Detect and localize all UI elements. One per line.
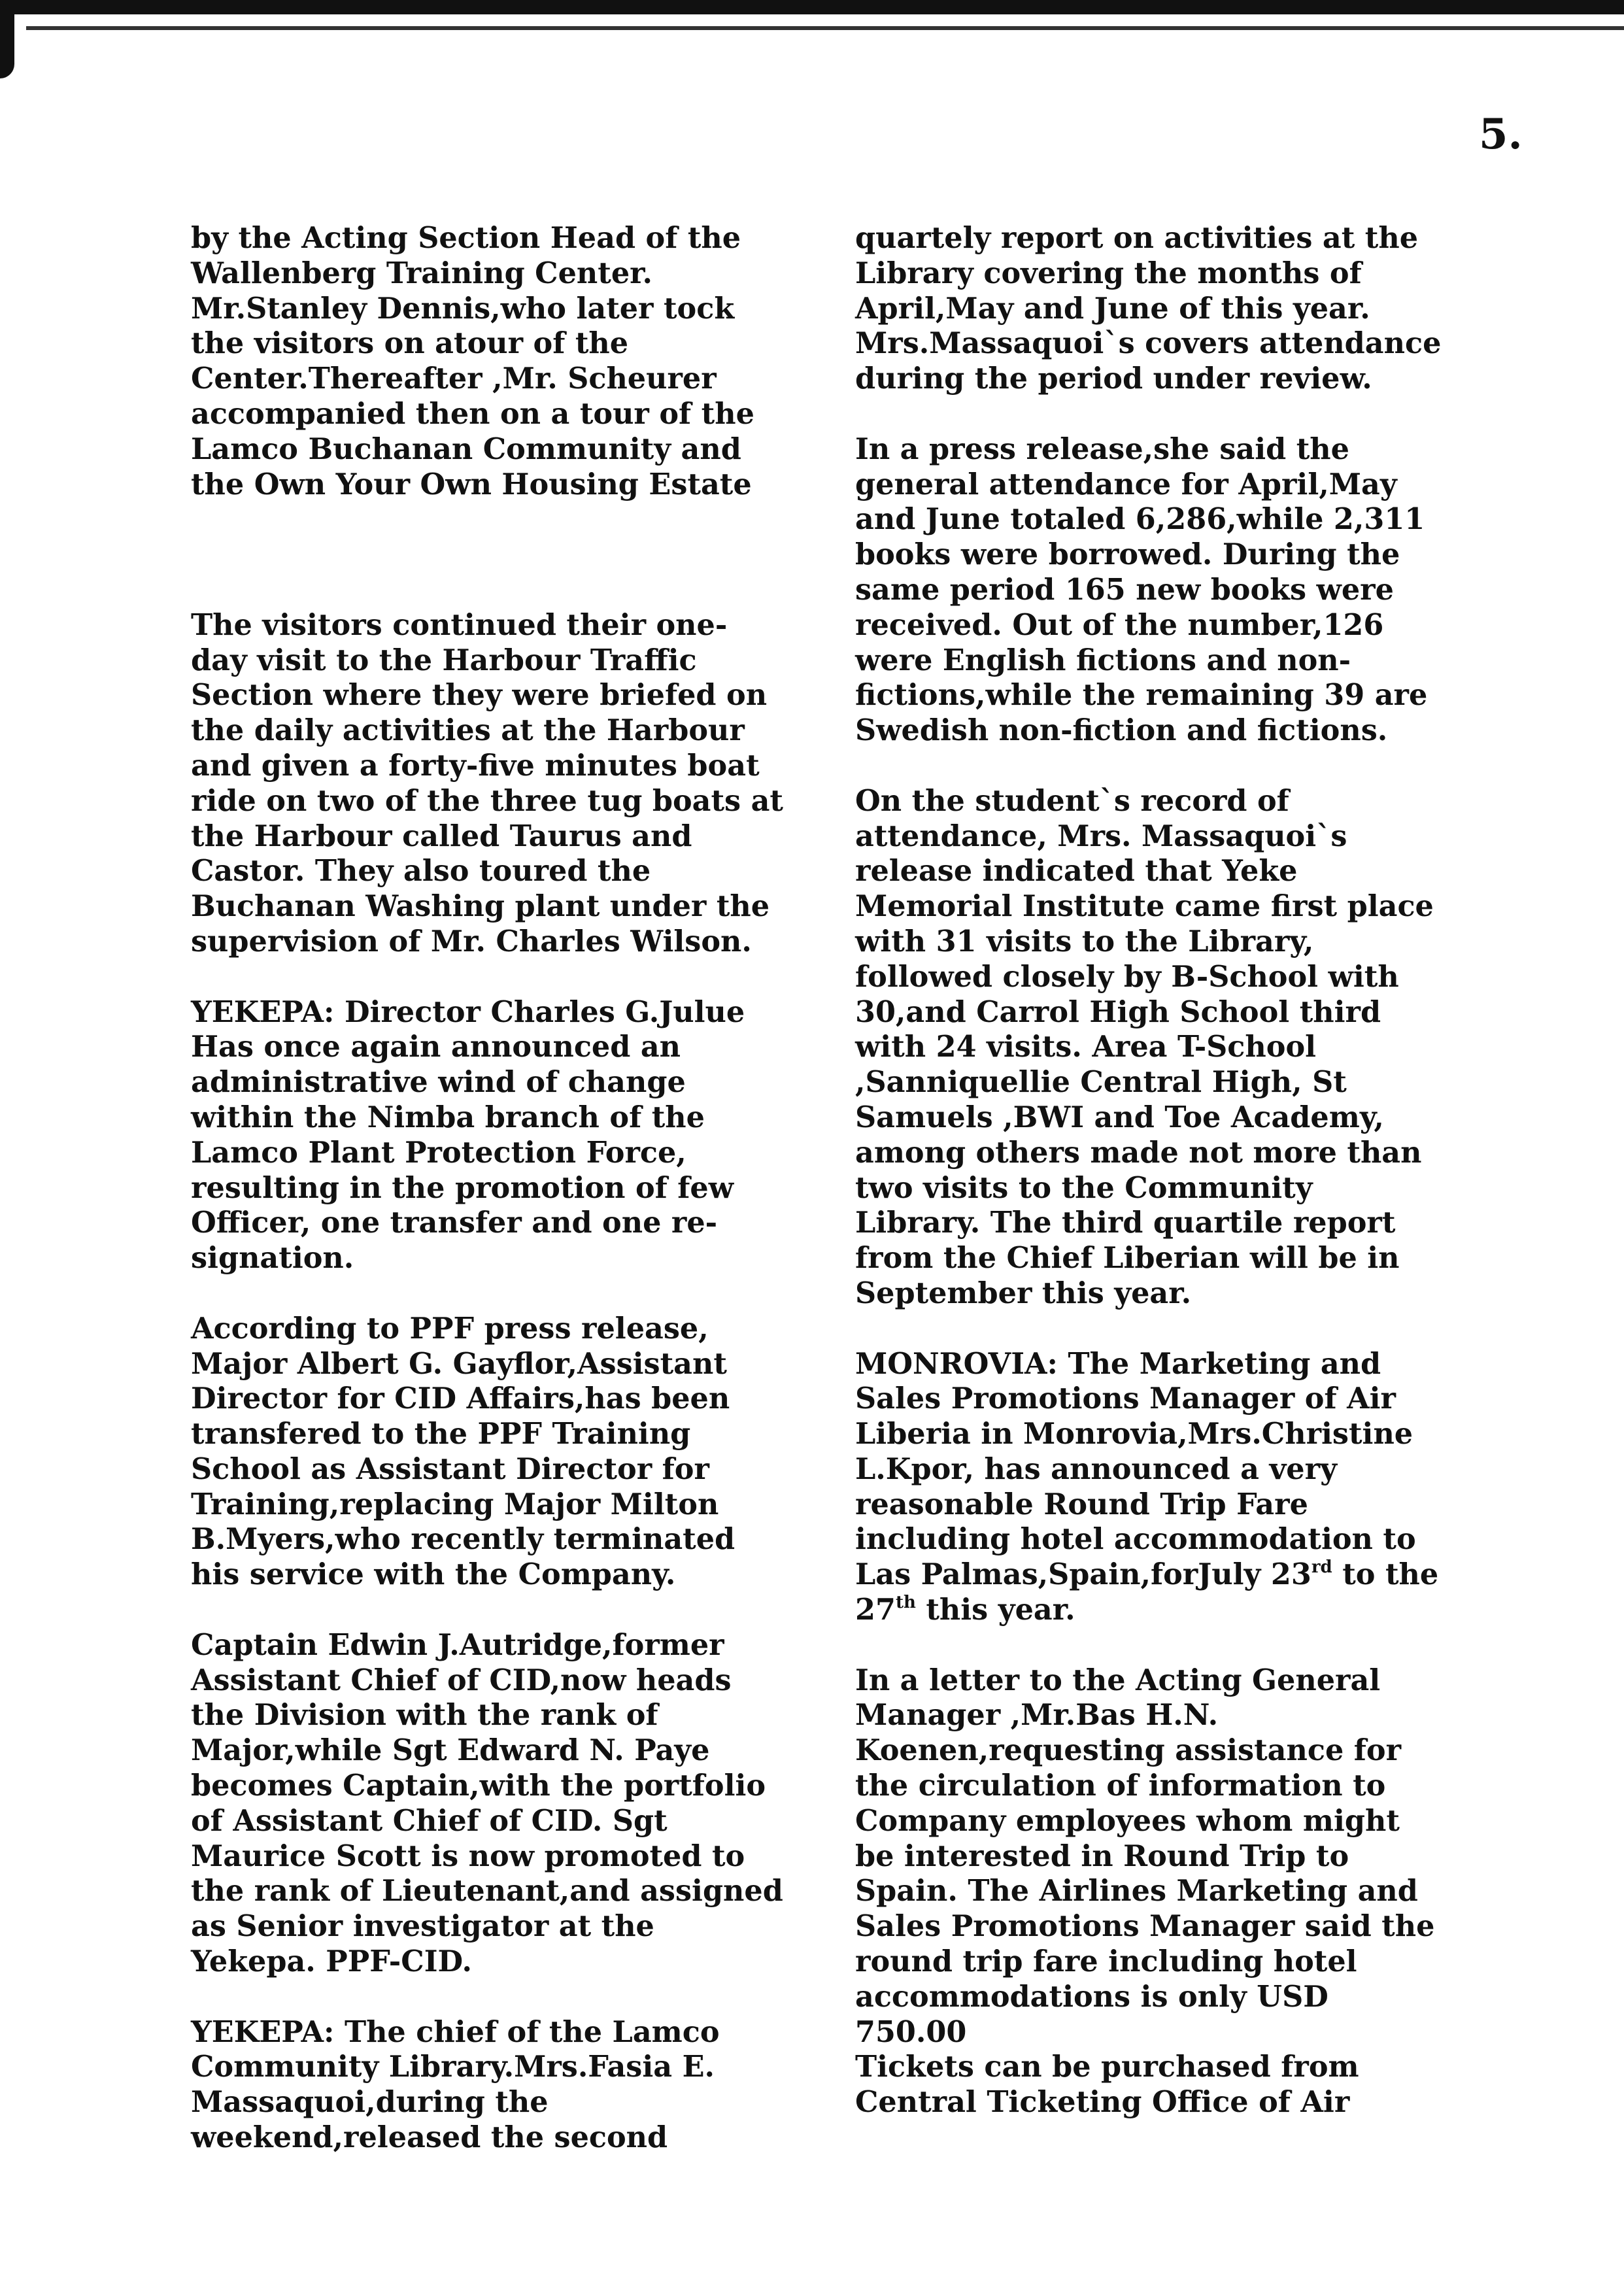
text-line: round trip fare including hotel xyxy=(855,1944,1357,1979)
paragraph xyxy=(191,221,779,502)
text-line: The visitors continued their one- xyxy=(191,607,728,642)
text-line: Major Albert G. Gayflor,Assistant xyxy=(191,1346,727,1381)
text-line: Section where they were briefed on xyxy=(191,678,768,713)
text-line: administrative wind of change xyxy=(191,1065,686,1100)
scan-top-edge xyxy=(0,0,1624,14)
text-line: YEKEPA: The chief of the Lamco xyxy=(191,2014,720,2049)
text-line: becomes Captain,with the portfolio xyxy=(191,1769,766,1803)
text-line: Training,replacing Major Milton xyxy=(191,1487,719,1521)
paragraph-gap xyxy=(855,749,1444,784)
text-line: followed closely by B-School with xyxy=(855,959,1399,994)
paragraph xyxy=(855,784,1444,1312)
paragraph xyxy=(855,432,1444,749)
left-column xyxy=(191,221,783,2156)
text-line: MONROVIA: The Marketing and xyxy=(855,1346,1381,1381)
text-line: Library covering the months of xyxy=(855,256,1362,290)
text-line: Sales Promotions Manager said the xyxy=(855,1909,1435,1944)
text-line: Center.Thereafter ,Mr. Scheurer xyxy=(191,362,717,396)
text-line: In a press release,she said the xyxy=(855,432,1349,466)
text-line: weekend,released the second xyxy=(191,2120,668,2155)
text-line: within the Nimba branch of the xyxy=(191,1100,705,1134)
text-line: received. Out of the number,126 xyxy=(855,607,1384,642)
text-line: quartely report on activities at the xyxy=(855,221,1419,255)
text-line: among others made not more than xyxy=(855,1135,1422,1170)
text-line: during the period under review. xyxy=(855,362,1372,396)
text-line: In a letter to the Acting General xyxy=(855,1663,1381,1697)
paragraph xyxy=(191,995,779,1276)
paragraph-gap xyxy=(191,1980,779,2015)
text-line: be interested in Round Trip to xyxy=(855,1839,1349,1873)
text-line: B.Myers,who recently terminated xyxy=(191,1522,736,1557)
text-line: two visits to the Community xyxy=(855,1170,1313,1205)
paragraph-gap xyxy=(855,1312,1444,1347)
paragraph-gap xyxy=(191,1593,779,1628)
text-line: Lamco Buchanan Community and xyxy=(191,432,741,466)
paragraph xyxy=(191,607,783,960)
text-line: Assistant Chief of CID,now heads xyxy=(191,1663,732,1697)
paragraph xyxy=(855,1663,1444,2120)
text-line: Massaquoi,during the xyxy=(191,2085,549,2120)
text-line: YEKEPA: Director Charles G.Julue xyxy=(191,994,745,1029)
text-line: of Assistant Chief of CID. Sgt xyxy=(191,1803,668,1838)
text-line: by the Acting Section Head of the xyxy=(191,221,741,255)
paragraph xyxy=(855,1347,1444,1628)
text-line: Major,while Sgt Edward N. Paye xyxy=(191,1733,710,1768)
text-line: Castor. They also toured the xyxy=(191,854,651,889)
text-line: Spain. The Airlines Marketing and xyxy=(855,1874,1418,1909)
text-line: resulting in the promotion of few xyxy=(191,1170,734,1205)
text-line: as Senior investigator at the xyxy=(191,1909,654,1944)
text-line: Swedish non-fiction and fictions. xyxy=(855,713,1388,748)
text-line: Central Ticketing Office of Air xyxy=(855,2085,1350,2120)
text-line: Captain Edwin J.Autridge,former xyxy=(191,1627,724,1662)
text-line: Yekepa. PPF-CID. xyxy=(191,1944,473,1979)
paragraph xyxy=(855,221,1444,397)
text-line: Mr.Stanley Dennis,who later tock xyxy=(191,291,735,326)
text-line: April,May and June of this year. xyxy=(855,291,1370,326)
text-line: with 24 visits. Area T-School xyxy=(855,1030,1317,1064)
right-column xyxy=(855,221,1444,2120)
text-line: the Division with the rank of xyxy=(191,1698,658,1733)
paragraph xyxy=(191,2015,779,2156)
text-line: According to PPF press release, xyxy=(191,1311,709,1346)
text-line: his service with the Company. xyxy=(191,1557,676,1592)
text-line: Koenen,requesting assistance for xyxy=(855,1733,1402,1768)
text-line: Library. The third quartile report xyxy=(855,1206,1396,1240)
scan-edge-line xyxy=(26,26,1624,30)
text-line: School as Assistant Director for xyxy=(191,1451,709,1486)
text-line: accompanied then on a tour of the xyxy=(191,396,754,431)
text-line: Tickets can be purchased from xyxy=(855,2050,1359,2084)
text-line: were English fictions and non- xyxy=(855,643,1351,677)
text-line: including hotel accommodation to xyxy=(855,1522,1416,1557)
text-line: attendance, Mrs. Massaquoi`s xyxy=(855,819,1347,853)
text-line: Company employees whom might xyxy=(855,1803,1400,1838)
text-line: the rank of Lieutenant,and assigned xyxy=(191,1874,783,1909)
paragraph-gap xyxy=(191,502,779,607)
text-line: ,Sanniquellie Central High, St xyxy=(855,1065,1347,1100)
text-line: the Harbour called Taurus and xyxy=(191,819,692,853)
text-line: and June totaled 6,286,while 2,311 xyxy=(855,502,1425,537)
text-line: Mrs.Massaquoi`s covers attendance xyxy=(855,326,1442,361)
text-line: with 31 visits to the Library, xyxy=(855,924,1314,959)
text-line: accommodations is only USD xyxy=(855,1979,1328,2014)
text-line: Memorial Institute came first place xyxy=(855,889,1434,924)
text-line: 27th this year. xyxy=(855,1593,1075,1627)
text-line: from the Chief Liberian will be in xyxy=(855,1241,1400,1276)
text-line: books were borrowed. During the xyxy=(855,537,1400,572)
paragraph-gap xyxy=(855,1628,1444,1663)
text-line: reasonable Round Trip Fare xyxy=(855,1487,1308,1521)
text-line: day visit to the Harbour Traffic xyxy=(191,643,697,677)
paragraph-gap xyxy=(855,397,1444,432)
text-line: Officer, one transfer and one re- xyxy=(191,1206,718,1240)
text-line: the visitors on atour of the xyxy=(191,326,629,361)
text-line: release indicated that Yeke xyxy=(855,854,1298,889)
text-line: same period 165 new books were xyxy=(855,572,1394,607)
paragraph-gap xyxy=(191,960,779,995)
text-line: 750.00 xyxy=(855,2014,967,2049)
text-line: the Own Your Own Housing Estate xyxy=(191,467,752,501)
text-line: fictions,while the remaining 39 are xyxy=(855,678,1428,713)
text-line: the circulation of information to xyxy=(855,1769,1386,1803)
text-line: Liberia in Monrovia,Mrs.Christine xyxy=(855,1417,1413,1451)
paragraph-gap xyxy=(191,1276,779,1312)
text-line: Sales Promotions Manager of Air xyxy=(855,1382,1396,1416)
text-line: Maurice Scott is now promoted to xyxy=(191,1839,745,1873)
paragraph xyxy=(191,1627,783,1980)
text-line: 30,and Carrol High School third xyxy=(855,994,1381,1029)
scan-corner xyxy=(0,0,14,78)
text-line: Buchanan Washing plant under the xyxy=(191,889,770,924)
text-line: L.Kpor, has announced a very xyxy=(855,1451,1337,1486)
text-line: Has once again announced an xyxy=(191,1030,681,1064)
text-line: signation. xyxy=(191,1241,354,1276)
text-line: Manager ,Mr.Bas H.N. xyxy=(855,1698,1219,1733)
text-line: ride on two of the three tug boats at xyxy=(191,783,783,818)
text-line: Community Library.Mrs.Fasia E. xyxy=(191,2050,715,2084)
text-line: Las Palmas,Spain,forJuly 23rd to the xyxy=(855,1557,1439,1592)
page-number: 5. xyxy=(1479,110,1523,159)
text-line: Wallenberg Training Center. xyxy=(191,256,652,290)
text-line: September this year. xyxy=(855,1276,1192,1310)
paragraph xyxy=(191,1312,779,1593)
text-line: transfered to the PPF Training xyxy=(191,1417,691,1451)
text-line: general attendance for April,May xyxy=(855,467,1397,501)
text-line: Lamco Plant Protection Force, xyxy=(191,1135,686,1170)
text-line: and given a forty-five minutes boat xyxy=(191,748,760,783)
text-line: the daily activities at the Harbour xyxy=(191,713,745,748)
text-line: supervision of Mr. Charles Wilson. xyxy=(191,924,752,959)
text-line: Director for CID Affairs,has been xyxy=(191,1382,730,1416)
text-line: On the student`s record of xyxy=(855,783,1289,818)
text-line: Samuels ,BWI and Toe Academy, xyxy=(855,1100,1384,1134)
